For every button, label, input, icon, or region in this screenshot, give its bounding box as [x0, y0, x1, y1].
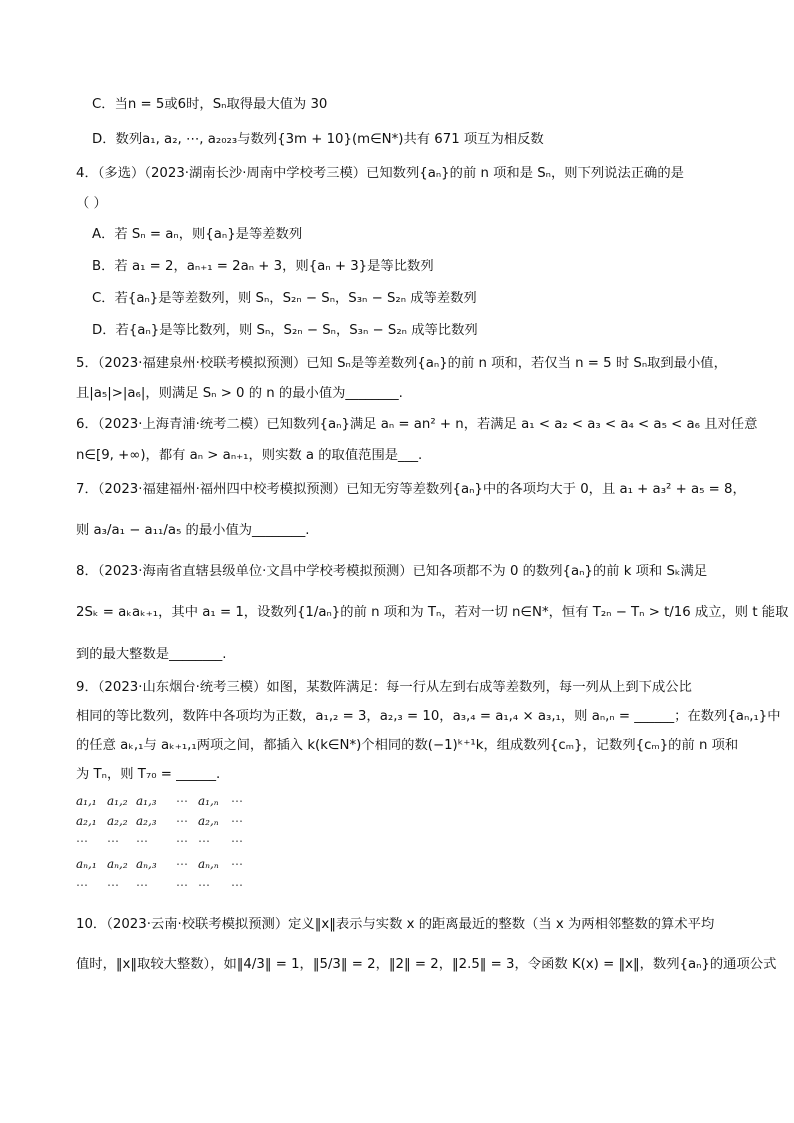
text-line-l17: 到的最大整数是________.	[76, 647, 227, 662]
matrix-cell: aₙ,ₙ	[198, 857, 219, 871]
matrix-cell: a₂,₃	[136, 814, 157, 828]
matrix-cell: ⋯	[76, 834, 88, 848]
text-line-l20: 的任意 aₖ,₁与 aₖ₊₁,₁两项之间，都插入 k(k∈N*)个相同的数(−1)ᵏ⁺¹k，组成数列{cₘ}，记数列{cₘ}的前 n 项和	[76, 738, 739, 753]
text-line-l14: 则 a₃/a₁ − a₁₁/a₅ 的最小值为________.	[76, 523, 310, 538]
matrix-cell: ⋯	[76, 878, 88, 892]
matrix-cell: ⋯	[176, 814, 188, 828]
text-line-l1: C．当n = 5或6时，Sₙ取得最大值为 30	[92, 97, 328, 112]
text-line-l7: C．若{aₙ}是等差数列，则 Sₙ，S₂ₙ − Sₙ，S₃ₙ − S₂ₙ 成等差数列	[92, 291, 477, 306]
text-line-l4: （ ）	[76, 196, 107, 211]
text-line-l21: 为 Tₙ，则 T₇₀ = ______.	[76, 767, 221, 782]
matrix-cell: ⋯	[198, 834, 210, 848]
matrix-cell: a₁,ₙ	[198, 794, 219, 808]
text-line-l16: 2Sₖ = aₖaₖ₊₁，其中 a₁ = 1，设数列{1/aₙ}的前 n 项和为 Tₙ，若对一切 n∈N*，恒有 T₂ₙ − Tₙ > t/16 成立，则 t 能取	[76, 605, 789, 620]
matrix-cell: ⋯	[176, 878, 188, 892]
text-line-l6: B．若 a₁ = 2，aₙ₊₁ = 2aₙ + 3，则{aₙ + 3}是等比数列	[92, 259, 434, 274]
matrix-cell: aₙ,₁	[76, 857, 97, 871]
matrix-cell: ⋯	[136, 878, 148, 892]
matrix-cell: ⋯	[107, 878, 119, 892]
matrix-cell: ⋯	[231, 814, 243, 828]
text-line-l2: D．数列a₁, a₂, ⋯, a₂₀₂₃与数列{3m + 10}(m∈N*)共有 671 项互为相反数	[92, 132, 544, 147]
matrix-cell: a₁,₃	[136, 794, 157, 808]
matrix-cell: aₙ,₂	[107, 857, 128, 871]
matrix-cell: a₁,₁	[76, 794, 97, 808]
matrix-cell: ⋯	[198, 878, 210, 892]
matrix-cell: ⋯	[231, 878, 243, 892]
text-line-l23: 值时，‖x‖取较大整数），如‖4/3‖ = 1，‖5/3‖ = 2，‖2‖ = 2，‖2.5‖ = 3，令函数 K(x) = ‖x‖，数列{aₙ}的通项公式	[76, 957, 777, 972]
matrix-cell: a₁,₂	[107, 794, 128, 808]
matrix-cell: a₂,ₙ	[198, 814, 219, 828]
text-line-l15: 8．（2023·海南省直辖县级单位·文昌中学校考模拟预测）已知各项都不为 0 的数列{aₙ}的前 k 项和 Sₖ满足	[76, 564, 708, 579]
text-line-l22: 10．（2023·云南·校联考模拟预测）定义‖x‖表示与实数 x 的距离最近的整数（当 x 为两相邻整数的算术平均	[76, 917, 715, 932]
matrix-cell: ⋯	[176, 834, 188, 848]
matrix-cell: ⋯	[176, 794, 188, 808]
matrix-cell: a₂,₂	[107, 814, 128, 828]
text-line-l13: 7．（2023·福建福州·福州四中校考模拟预测）已知无穷等差数列{aₙ}中的各项均大于 0，且 a₁ + a₃² + a₅ = 8，	[76, 482, 746, 497]
text-line-l3: 4．（多选）（2023·湖南长沙·周南中学校考三模）已知数列{aₙ}的前 n 项和是 Sₙ，则下列说法正确的是	[76, 166, 684, 181]
text-line-l10: 且|a₅|>|a₆|，则满足 Sₙ > 0 的 n 的最小值为________.	[76, 386, 403, 401]
matrix-cell: ⋯	[136, 834, 148, 848]
text-line-l5: A．若 Sₙ = aₙ，则{aₙ}是等差数列	[92, 227, 303, 242]
matrix-cell: ⋯	[107, 834, 119, 848]
matrix-cell: ⋯	[231, 857, 243, 871]
text-line-l9: 5．（2023·福建泉州·校联考模拟预测）已知 Sₙ是等差数列{aₙ}的前 n 项和，若仅当 n = 5 时 Sₙ取到最小值，	[76, 356, 727, 371]
matrix-cell: ⋯	[231, 794, 243, 808]
text-line-l8: D．若{aₙ}是等比数列，则 Sₙ，S₂ₙ − Sₙ，S₃ₙ − S₂ₙ 成等比数列	[92, 323, 478, 338]
text-line-l19: 相同的等比数列，数阵中各项均为正数，a₁,₂ = 3，a₂,₃ = 10，a₃,₄ = a₁,₄ × a₃,₁，则 aₙ,ₙ = ______；在数列{aₙ,₁}中	[76, 709, 781, 724]
text-line-l11: 6．（2023·上海青浦·统考二模）已知数列{aₙ}满足 aₙ = an² + n，若满足 a₁ < a₂ < a₃ < a₄ < a₅ < a₆ 且对任意	[76, 417, 758, 432]
matrix-cell: ⋯	[231, 834, 243, 848]
matrix-cell: aₙ,₃	[136, 857, 157, 871]
text-line-l12: n∈[9, +∞)，都有 aₙ > aₙ₊₁，则实数 a 的取值范围是___.	[76, 448, 423, 463]
matrix-cell: a₂,₁	[76, 814, 97, 828]
text-line-l18: 9．（2023·山东烟台·统考三模）如图，某数阵满足：每一行从左到右成等差数列，每一列从上到下成公比	[76, 680, 692, 695]
matrix-cell: ⋯	[176, 857, 188, 871]
